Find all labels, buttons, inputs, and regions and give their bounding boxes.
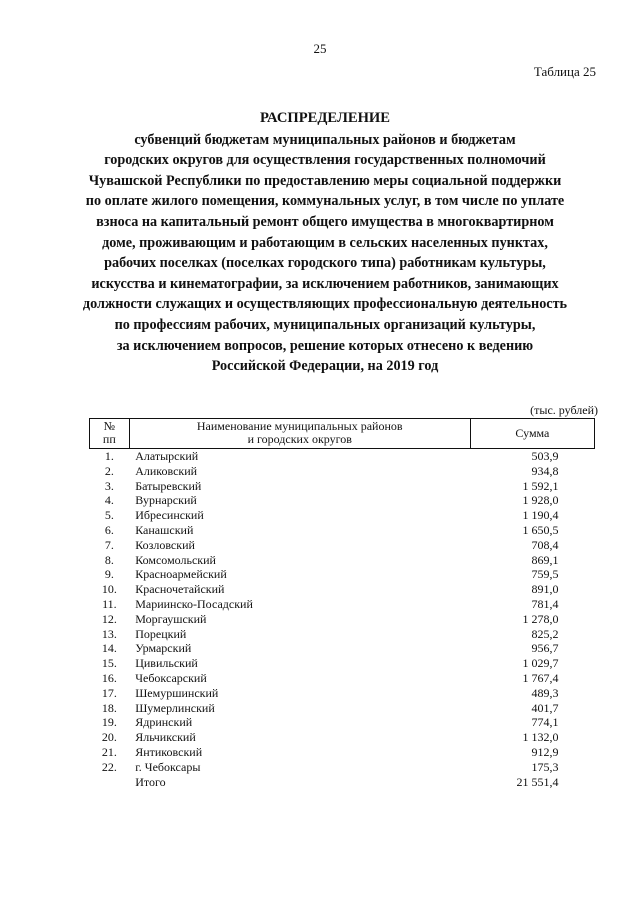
row-name: Красноармейский bbox=[135, 567, 227, 582]
table-row bbox=[90, 686, 595, 701]
table-row bbox=[90, 508, 595, 523]
row-name: Порецкий bbox=[135, 626, 187, 641]
row-sum: 401,7 bbox=[531, 700, 559, 715]
table-row bbox=[90, 701, 595, 716]
row-name: Шемуршинский bbox=[135, 685, 219, 700]
row-sum: 825,2 bbox=[531, 626, 559, 641]
table-row bbox=[90, 567, 595, 582]
row-sum: 1 278,0 bbox=[522, 611, 559, 626]
row-name: Аликовский bbox=[135, 463, 198, 478]
row-number: 19. bbox=[101, 715, 117, 730]
row-number: 20. bbox=[101, 730, 117, 745]
row-number: 4. bbox=[104, 493, 114, 508]
header-name-line2: и городских округов bbox=[247, 432, 352, 446]
row-sum: 781,4 bbox=[531, 596, 559, 611]
row-number: 17. bbox=[101, 685, 117, 700]
row-number: 18. bbox=[101, 700, 117, 715]
page-number: 25 bbox=[313, 41, 327, 56]
heading-line: по оплате жилого помещения, коммунальных услуг, в том числе по уплате bbox=[85, 193, 565, 210]
row-number: 12. bbox=[101, 611, 117, 626]
row-sum: 503,9 bbox=[531, 449, 559, 463]
row-number: 9. bbox=[104, 567, 114, 582]
table-row bbox=[90, 582, 595, 597]
row-sum: 869,1 bbox=[531, 552, 559, 567]
row-name: Ядринский bbox=[135, 715, 193, 730]
heading-lines bbox=[60, 130, 590, 377]
row-name: Батыревский bbox=[135, 478, 202, 493]
heading-line: по профессиям рабочих, муниципальных организаций культуры, bbox=[114, 316, 536, 333]
row-number: 8. bbox=[104, 552, 114, 567]
table-row bbox=[90, 627, 595, 642]
heading-title: РАСПРЕДЕЛЕНИЕ bbox=[259, 110, 391, 126]
row-number: 3. bbox=[104, 478, 114, 493]
row-number: 11. bbox=[102, 596, 117, 611]
row-number: 7. bbox=[104, 537, 114, 552]
header-name-line1: Наименование муниципальных районов bbox=[196, 419, 403, 433]
row-sum: 1 650,5 bbox=[522, 522, 559, 537]
table-row bbox=[90, 493, 595, 508]
row-number: 16. bbox=[101, 670, 117, 685]
row-sum: 489,3 bbox=[531, 685, 559, 700]
row-name: Козловский bbox=[135, 537, 195, 552]
row-name: Янтиковский bbox=[135, 744, 203, 759]
heading-line: искусства и кинематографии, за исключением работников, занимающих bbox=[91, 275, 559, 292]
row-sum: 912,9 bbox=[531, 744, 559, 759]
row-name: Цивильский bbox=[135, 656, 198, 671]
heading-line: рабочих поселках (поселках городского типа) работникам культуры, bbox=[104, 255, 546, 272]
document-heading bbox=[60, 108, 590, 377]
row-sum: 175,3 bbox=[531, 759, 559, 774]
distribution-table bbox=[89, 418, 595, 789]
row-number: 2. bbox=[104, 463, 114, 478]
row-name: Красночетайский bbox=[135, 582, 225, 597]
table-row bbox=[90, 671, 595, 686]
table-row bbox=[90, 597, 595, 612]
row-name: Комсомольский bbox=[135, 552, 216, 567]
row-name: г. Чебоксары bbox=[135, 759, 201, 774]
total-row bbox=[90, 775, 595, 790]
table-row bbox=[90, 730, 595, 745]
heading-line: за исключением вопросов, решение которых отнесено к ведению bbox=[116, 337, 534, 354]
table-row bbox=[90, 464, 595, 479]
table-body bbox=[90, 449, 595, 775]
total-number bbox=[90, 775, 130, 790]
header-number-line1: № bbox=[103, 419, 116, 433]
units-label: (тыс. рублей) bbox=[530, 403, 598, 417]
row-number: 21. bbox=[101, 744, 117, 759]
row-sum: 1 132,0 bbox=[522, 730, 559, 745]
header-name bbox=[129, 419, 470, 449]
row-sum: 1 592,1 bbox=[522, 478, 559, 493]
heading-line: взноса на капитальный ремонт общего имущества в многоквартирном bbox=[96, 213, 554, 230]
row-name: Урмарский bbox=[135, 641, 192, 656]
row-number: 15. bbox=[101, 656, 117, 671]
table-row bbox=[90, 760, 595, 775]
heading-line: Чувашской Республики по предоставлению меры социальной поддержки bbox=[88, 172, 562, 189]
heading-line: Российской Федерации, на 2019 год bbox=[211, 358, 439, 375]
header-sum: Сумма bbox=[470, 419, 594, 449]
row-sum: 891,0 bbox=[531, 582, 559, 597]
header-number bbox=[90, 419, 130, 449]
row-number: 1. bbox=[104, 449, 114, 463]
row-name: Чебоксарский bbox=[135, 670, 207, 685]
row-sum: 1 767,4 bbox=[522, 670, 559, 685]
heading-line: должности служащих и осуществляющих профессиональную деятельность bbox=[82, 296, 568, 313]
table-row bbox=[90, 745, 595, 760]
row-name: Моргаушский bbox=[135, 611, 207, 626]
table-row bbox=[90, 656, 595, 671]
row-name: Яльчикский bbox=[135, 730, 196, 745]
total-sum: 21 551,4 bbox=[516, 774, 559, 789]
row-sum: 708,4 bbox=[531, 537, 559, 552]
row-number: 6. bbox=[104, 522, 114, 537]
total-label: Итого bbox=[135, 774, 166, 789]
heading-line: доме, проживающим и работающим в сельских населенных пунктах, bbox=[102, 234, 548, 251]
table-header-row bbox=[90, 419, 595, 449]
row-number: 22. bbox=[101, 759, 117, 774]
table-label: Таблица 25 bbox=[533, 64, 596, 79]
heading-line: городских округов для осуществления государственных полномочий bbox=[104, 152, 546, 169]
row-sum: 934,8 bbox=[531, 463, 559, 478]
table-row bbox=[90, 553, 595, 568]
row-number: 5. bbox=[104, 508, 114, 523]
row-name: Алатырский bbox=[135, 449, 199, 463]
row-name: Шумерлинский bbox=[135, 700, 215, 715]
header-number-line2: пп bbox=[102, 432, 116, 446]
row-sum: 956,7 bbox=[531, 641, 559, 656]
table-row bbox=[90, 479, 595, 494]
row-name: Вурнарский bbox=[135, 493, 197, 508]
table-row bbox=[90, 641, 595, 656]
row-number: 14. bbox=[101, 641, 117, 656]
row-name: Мариинско-Посадский bbox=[135, 596, 253, 611]
table-row bbox=[90, 715, 595, 730]
table-row bbox=[90, 538, 595, 553]
table-row bbox=[90, 449, 595, 464]
row-name: Канашский bbox=[135, 522, 194, 537]
heading-line: субвенций бюджетам муниципальных районов и бюджетам bbox=[134, 131, 516, 148]
row-sum: 759,5 bbox=[531, 567, 559, 582]
row-number: 13. bbox=[101, 626, 117, 641]
row-name: Ибресинский bbox=[135, 508, 204, 523]
table-row bbox=[90, 523, 595, 538]
row-sum: 1 190,4 bbox=[522, 508, 559, 523]
row-sum: 1 928,0 bbox=[522, 493, 559, 508]
row-sum: 1 029,7 bbox=[522, 656, 559, 671]
row-number: 10. bbox=[101, 582, 117, 597]
table-row bbox=[90, 612, 595, 627]
row-sum: 774,1 bbox=[531, 715, 559, 730]
